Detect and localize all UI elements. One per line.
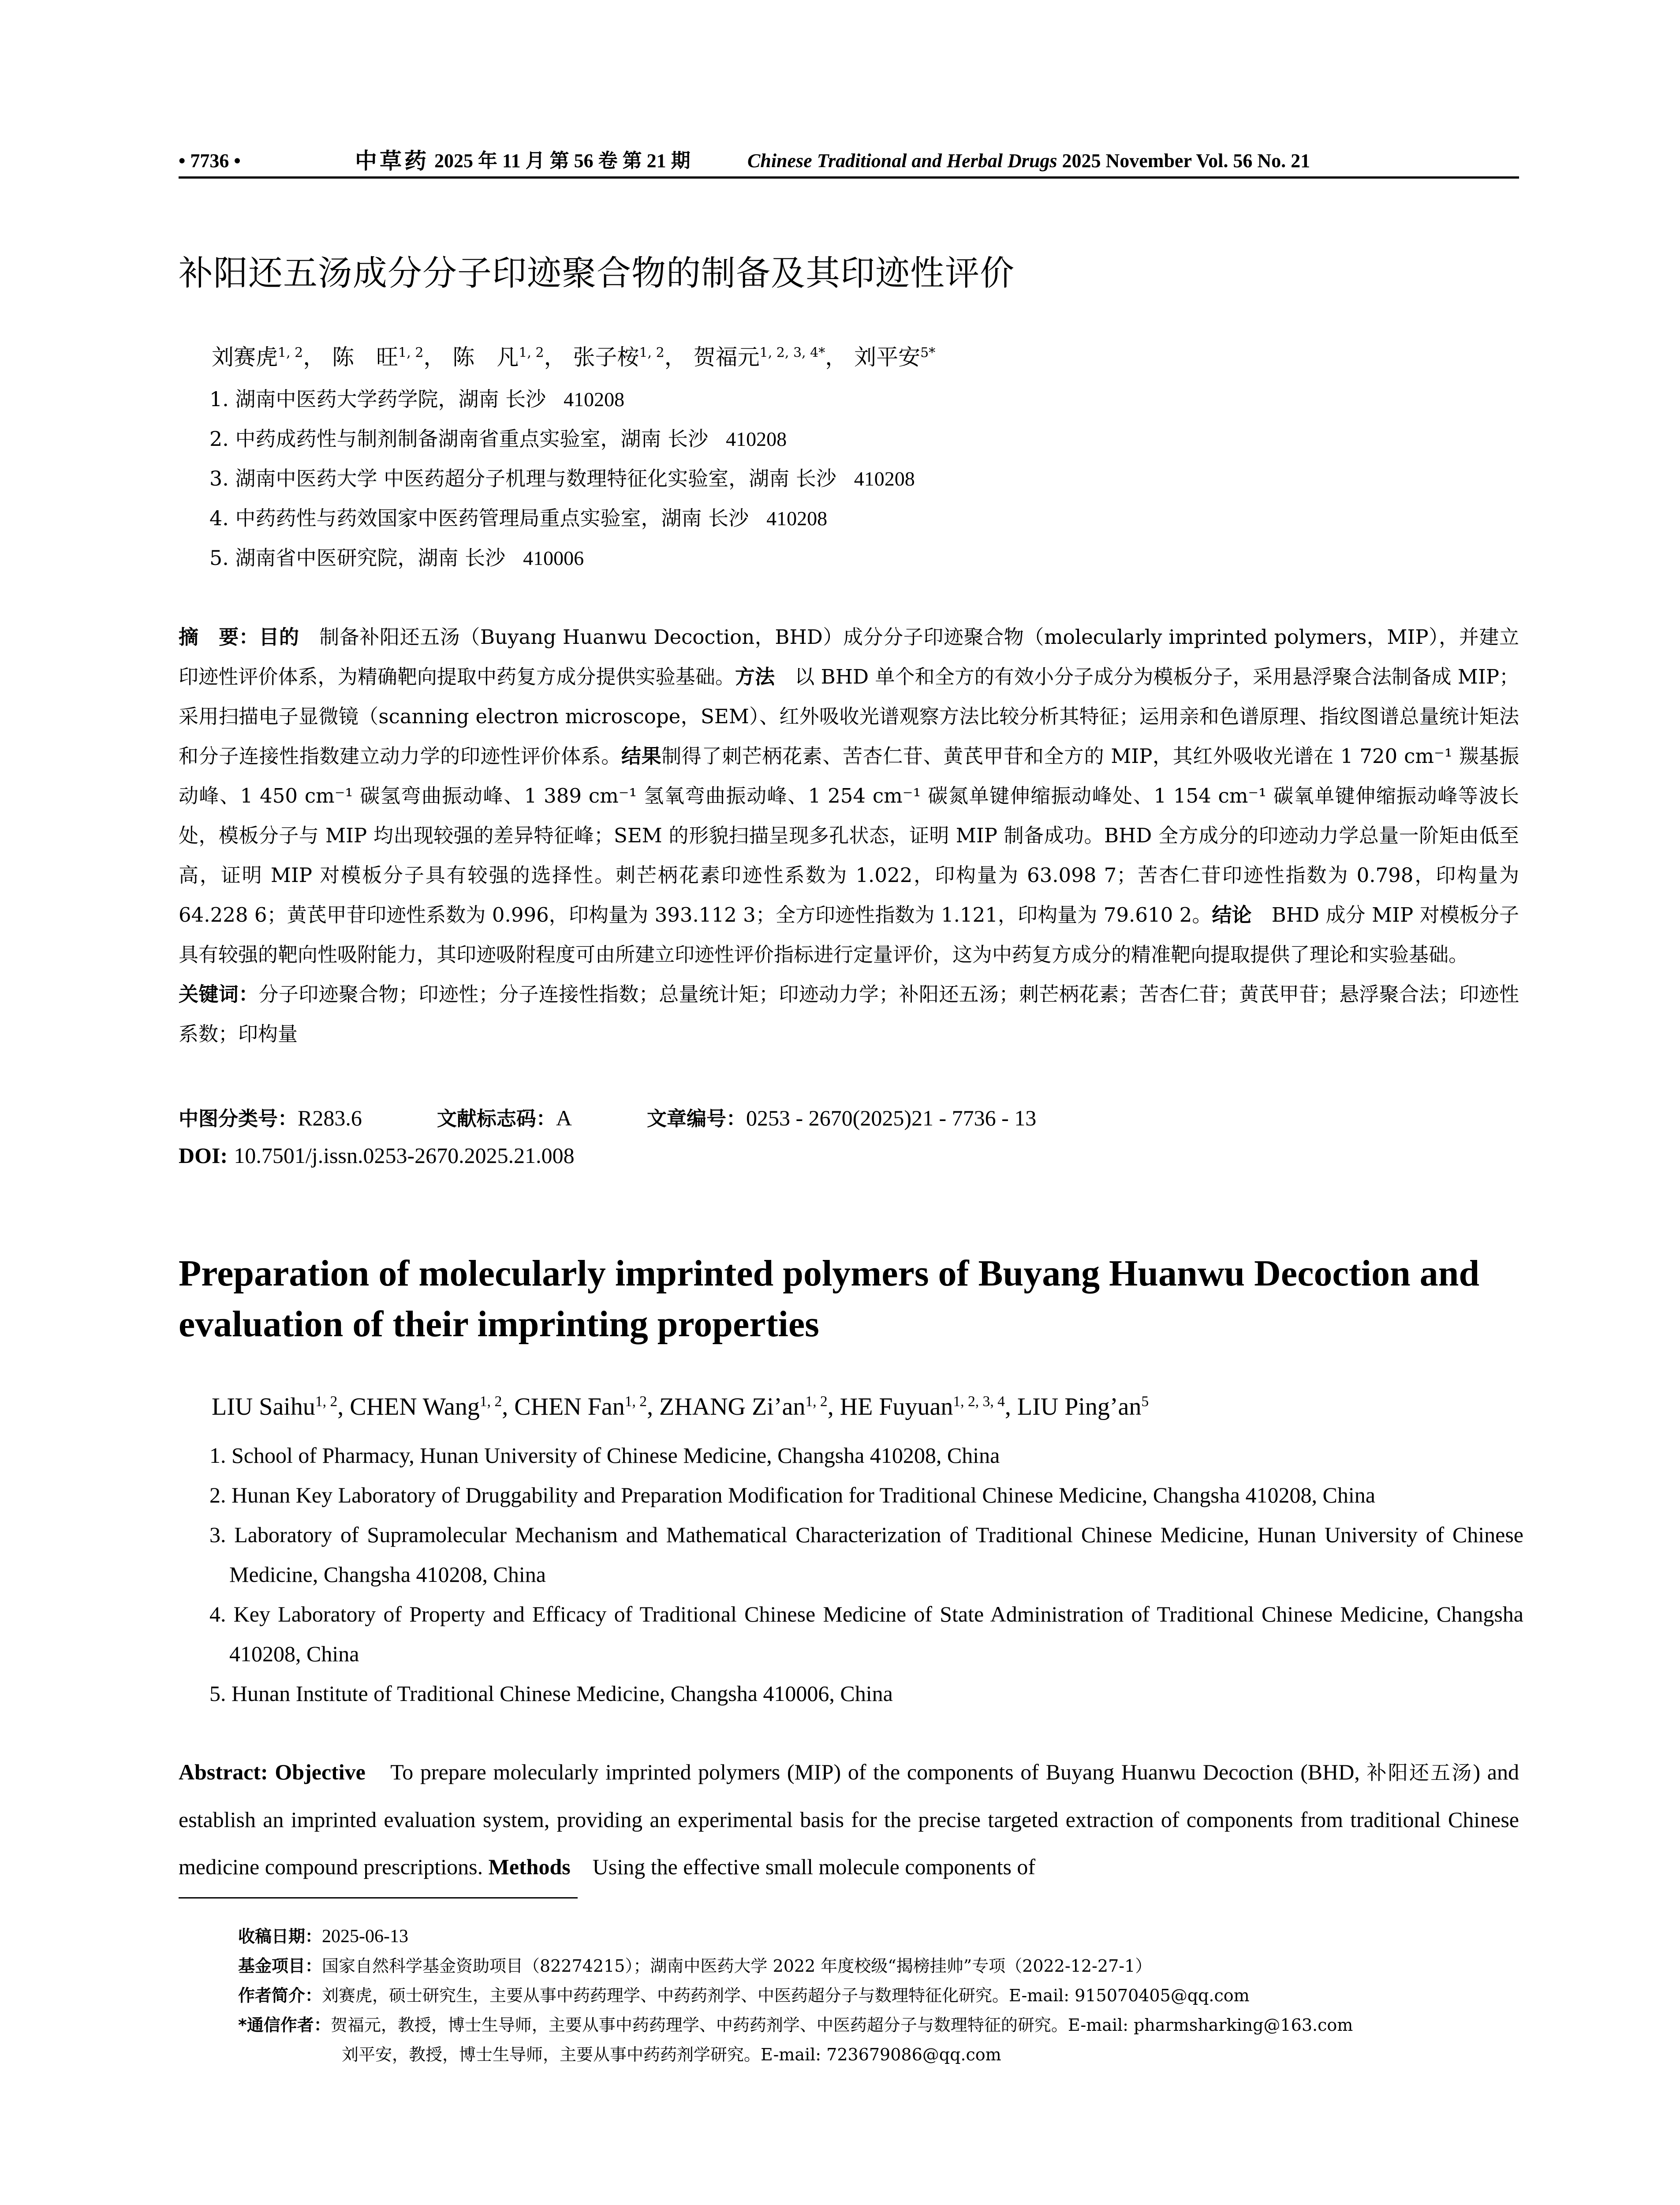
affiliation-list-en bbox=[209, 1435, 1523, 1713]
objective-text-cont: ) and establish an imprinted evaluation system, providing an experimental basis for the precise targeted extraction of components from traditional Chinese medicine compound prescriptions. bbox=[179, 1760, 1519, 1879]
conclusion-text: BHD 成分 MIP 对模板分子具有较强的靶向性吸附能力，其印迹吸附程度可由所建立印迹性评价指标进行定量评价，这为中药复方成分的精准靶向提取提供了理论和实验基础。 bbox=[179, 903, 1519, 966]
methods-label: 方法 bbox=[735, 665, 775, 688]
conclusion-label: 结论 bbox=[1212, 903, 1252, 927]
issue-info-cn: 2025 年 11 月 第 56 卷 第 21 期 bbox=[434, 150, 691, 172]
results-text: 制得了刺芒柄花素、苦杏仁苷、黄芪甲苷和全方的 MIP，其红外吸收光谱在 1 720 cm⁻¹ 羰基振动峰、1 450 cm⁻¹ 碳氢弯曲振动峰、1 389 cm⁻¹ 氢氧弯曲振动峰、1 254 cm⁻¹ 碳氮单键伸缩振动峰处、1 154 cm⁻¹ 碳氧单键伸缩振动峰等波长处，模板分子与 MIP 均出现较强的差异特征峰；SEM 的形貌扫描呈现多孔状态，证明 MIP 制备成功。BHD 全方成分的印迹动力学总量一阶矩由低至高，证明 MIP 对模板分子具有较强的选择性。刺芒柄花素印迹性系数为 1.022，印构量为 63.098 7；苦杏仁苷印迹性指数为 0.798，印构量为 64.228 6；黄芪甲苷印迹性系数为 0.996，印构量为 393.112 3；全方印迹性指数为 1.121，印构量为 79.610 2。 bbox=[179, 744, 1519, 927]
running-header bbox=[179, 146, 1519, 176]
header-rule bbox=[179, 176, 1519, 179]
affiliation: 3. 湖南中医药大学 中医药超分子机理与数理特征化实验室，湖南 长沙 410208 bbox=[209, 467, 915, 490]
objective-label: 目的 bbox=[259, 625, 299, 649]
author: HE Fuyuan$^{1, 2, 3, 4}$ bbox=[840, 1393, 1005, 1420]
journal-logo: 中草药 bbox=[355, 148, 429, 174]
results-label: 结果 bbox=[621, 744, 662, 768]
author-list-cn: 刘赛虎$^{1, 2}$， 陈 旺$^{1, 2}$， 陈 凡$^{1, 2}$， 张子桉$^{1, 2}$， 贺福元$^{1, 2, 3, 4*}$， 刘平安$^{5*}$ bbox=[212, 344, 936, 370]
objective-text: To prepare molecularly imprinted polymers (MIP) of the components of Buyang Huanwu Decoction (BHD, bbox=[365, 1760, 1367, 1784]
author: 刘平安$^{5*}$ bbox=[854, 344, 936, 370]
affiliation: 4. Key Laboratory of Property and Efficacy of Traditional Chinese Medicine of State Administration of Traditional Chinese Medicine, Changsha 410208, China bbox=[209, 1602, 1523, 1666]
article-no-label: 文章编号： bbox=[647, 1107, 747, 1130]
doc-code-value: A bbox=[556, 1106, 572, 1130]
doi-line bbox=[179, 1138, 575, 1174]
formula-name-cn: 补阳还五汤 bbox=[1366, 1761, 1473, 1784]
author: 贺福元$^{1, 2, 3, 4*}$ bbox=[693, 344, 825, 370]
affiliation: 2. Hunan Key Laboratory of Druggability and Preparation Modification for Traditional Chinese Medicine, Changsha 410208, China bbox=[209, 1483, 1375, 1507]
affiliation: 3. Laboratory of Supramolecular Mechanism and Mathematical Characterization of Traditional Chinese Medicine, Hunan University of Chinese Medicine, Changsha 410208, China bbox=[209, 1522, 1523, 1587]
author: 陈 凡$^{1, 2}$ bbox=[452, 344, 544, 370]
author: CHEN Wang$^{1, 2}$ bbox=[350, 1393, 502, 1420]
abstract-en bbox=[179, 1749, 1519, 1891]
footnote-fund: 基金项目：国家自然科学基金资助项目（82274215）；湖南中医药大学 2022 年度校级“揭榜挂帅”专项（2022-12-27-1） bbox=[238, 1956, 1152, 1976]
author: LIU Saihu$^{1, 2}$ bbox=[212, 1393, 338, 1420]
affiliation: 5. 湖南省中医研究院，湖南 长沙 410006 bbox=[209, 546, 584, 570]
author: 刘赛虎$^{1, 2}$ bbox=[212, 344, 303, 370]
objective-text: 制备补阳还五汤（Buyang Huanwu Decoction，BHD）成分分子印迹聚合物（molecularly imprinted polymers，MIP），并建立印迹性评价体系，为精确靶向提取中药复方成分提供实验基础。 bbox=[179, 625, 1519, 688]
methods-text: 以 BHD 单个和全方的有效小分子成分为模板分子，采用悬浮聚合法制备成 MIP；采用扫描电子显微镜（scanning electron microscope，SEM）、红外吸收光谱观察方法比较分析其特征；运用亲和色谱原理、指纹图谱总量统计矩法和分子连接性指数建立动力学的印迹性评价体系。 bbox=[179, 665, 1519, 768]
footnote-corresponding: *通信作者：贺福元，教授，博士生导师，主要从事中药药理学、中药药剂学、中医药超分子与数理特征的研究。E-mail: pharmsharking@163.com bbox=[238, 2015, 1353, 2035]
author-list-en: LIU Saihu$^{1, 2}$, CHEN Wang$^{1, 2}$, CHEN Fan$^{1, 2}$, ZHANG Zi’an$^{1, 2}$, HE Fuyuan$^{1, 2, 3, 4}$, LIU $Ping’an^5$ bbox=[212, 1393, 1149, 1420]
footnote-received: 收稿日期：2025-06-13 bbox=[238, 1926, 408, 1947]
methods-text: Using the effective small molecule components of bbox=[570, 1854, 1036, 1879]
abstract-label: 摘 要： bbox=[179, 625, 259, 649]
footnote-rule bbox=[179, 1897, 578, 1899]
issue-info-en bbox=[747, 146, 1310, 176]
doi-link[interactable]: 10.7501/j.issn.0253-2670.2025.21.008 bbox=[234, 1143, 575, 1168]
article-title-cn: 补阳还五汤成分分子印迹聚合物的制备及其印迹性评价 bbox=[179, 254, 1015, 293]
abstract-cn bbox=[179, 617, 1519, 1054]
affiliation: 5. Hunan Institute of Traditional Chinese Medicine, Changsha 410006, China bbox=[209, 1681, 893, 1706]
clc-label: 中图分类号： bbox=[179, 1107, 298, 1130]
doi-label: DOI: bbox=[179, 1143, 228, 1168]
abstract-objective-label: Abstract: Objective bbox=[179, 1760, 366, 1784]
issue-detail-en: 2025 November Vol. 56 No. 21 bbox=[1062, 150, 1310, 172]
keywords-text: 分子印迹聚合物；印迹性；分子连接性指数；总量统计矩；印迹动力学；补阳还五汤；刺芒柄花素；苦杏仁苷；黄芪甲苷；悬浮聚合法；印迹性系数；印构量 bbox=[179, 983, 1519, 1046]
keywords bbox=[179, 975, 1519, 1054]
journal-name-en: Chinese Traditional and Herbal Drugs bbox=[747, 150, 1057, 172]
clc-value: R283.6 bbox=[298, 1106, 362, 1130]
author: ZHANG Zi’an$^{1, 2}$ bbox=[659, 1393, 828, 1420]
affiliation: 1. School of Pharmacy, Hunan University of Chinese Medicine, Changsha 410208, China bbox=[209, 1443, 1000, 1468]
author: LIU $Ping’an^5$ bbox=[1017, 1393, 1149, 1420]
methods-label: Methods bbox=[488, 1854, 571, 1879]
affiliation-list-cn bbox=[209, 379, 915, 578]
affiliation: 4. 中药药性与药效国家中医药管理局重点实验室，湖南 长沙 410208 bbox=[209, 506, 828, 530]
classification-line bbox=[179, 1100, 1036, 1136]
footnotes bbox=[238, 1922, 1526, 2070]
article-no-value: 0253 - 2670(2025)21 - 7736 - 13 bbox=[746, 1106, 1037, 1130]
affiliation: 2. 中药成药性与制剂制备湖南省重点实验室，湖南 长沙 410208 bbox=[209, 427, 787, 451]
footnote-corresponding-2: 刘平安，教授，博士生导师，主要从事中药药剂学研究。E-mail: 723679086@qq.com bbox=[342, 2045, 1001, 2064]
author: 陈 旺$^{1, 2}$ bbox=[332, 344, 424, 370]
page-number: • 7736 • bbox=[179, 150, 241, 172]
article-title-en: Preparation of molecularly imprinted polymers of Buyang Huanwu Decoction and evaluation of their imprinting properties bbox=[179, 1253, 1480, 1345]
keywords-label: 关键词： bbox=[179, 983, 259, 1006]
doc-code-label: 文献标志码： bbox=[437, 1107, 556, 1130]
footnote-author-bio: 作者简介：刘赛虎，硕士研究生，主要从事中药药理学、中药药剂学、中医药超分子与数理特征化研究。E-mail: 915070405@qq.com bbox=[238, 1986, 1250, 2005]
author: CHEN Fan$^{1, 2}$ bbox=[514, 1393, 647, 1420]
author: 张子桉$^{1, 2}$ bbox=[573, 344, 665, 370]
affiliation: 1. 湖南中医药大学药学院，湖南 长沙 410208 bbox=[209, 387, 625, 411]
